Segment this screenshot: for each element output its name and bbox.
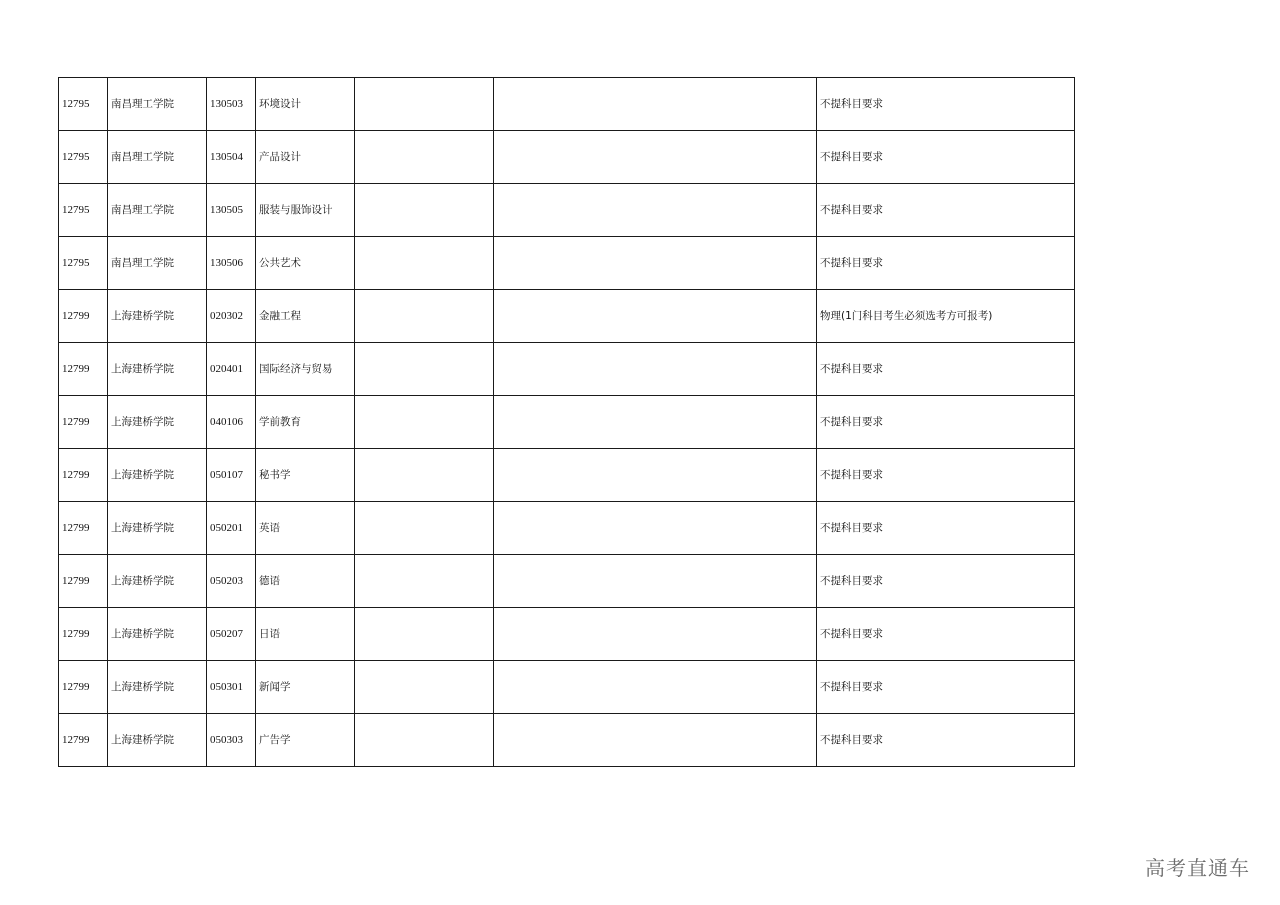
school-code-cell: 12799 (59, 449, 108, 502)
major-code-cell: 130505 (207, 184, 256, 237)
subject-requirement-cell: 不提科目要求 (817, 502, 1075, 555)
school-name-cell: 上海建桥学院 (108, 555, 207, 608)
table-row (59, 396, 1075, 449)
table-row (59, 184, 1075, 237)
school-code-cell: 12795 (59, 237, 108, 290)
school-code-cell: 12799 (59, 714, 108, 767)
empty-cell (355, 396, 494, 449)
empty-cell (494, 661, 817, 714)
empty-cell (355, 131, 494, 184)
empty-cell (355, 449, 494, 502)
subject-requirement-cell: 不提科目要求 (817, 608, 1075, 661)
empty-cell (494, 608, 817, 661)
major-code-cell: 020401 (207, 343, 256, 396)
major-code-cell: 130503 (207, 78, 256, 131)
school-name-cell: 上海建桥学院 (108, 449, 207, 502)
empty-cell (494, 449, 817, 502)
school-name-cell: 上海建桥学院 (108, 608, 207, 661)
major-name-cell: 广告学 (256, 714, 355, 767)
major-name-cell: 学前教育 (256, 396, 355, 449)
major-name-cell: 日语 (256, 608, 355, 661)
table-row (59, 661, 1075, 714)
school-code-cell: 12799 (59, 555, 108, 608)
school-code-cell: 12799 (59, 290, 108, 343)
school-code-cell: 12799 (59, 396, 108, 449)
school-name-cell: 南昌理工学院 (108, 131, 207, 184)
table-row (59, 502, 1075, 555)
major-code-cell: 020302 (207, 290, 256, 343)
table-row (59, 555, 1075, 608)
subject-requirement-cell: 物理(1门科目考生必须选考方可报考) (817, 290, 1075, 343)
major-name-cell: 国际经济与贸易 (256, 343, 355, 396)
empty-cell (494, 237, 817, 290)
major-code-cell: 130506 (207, 237, 256, 290)
school-name-cell: 上海建桥学院 (108, 661, 207, 714)
subject-requirement-cell: 不提科目要求 (817, 714, 1075, 767)
empty-cell (355, 78, 494, 131)
school-code-cell: 12799 (59, 608, 108, 661)
school-name-cell: 上海建桥学院 (108, 714, 207, 767)
empty-cell (355, 184, 494, 237)
major-name-cell: 产品设计 (256, 131, 355, 184)
empty-cell (494, 396, 817, 449)
school-code-cell: 12795 (59, 184, 108, 237)
table-row (59, 449, 1075, 502)
subject-requirement-cell: 不提科目要求 (817, 396, 1075, 449)
school-code-cell: 12795 (59, 78, 108, 131)
major-code-cell: 050303 (207, 714, 256, 767)
major-code-cell: 050207 (207, 608, 256, 661)
table-body (59, 78, 1075, 767)
major-code-cell: 050301 (207, 661, 256, 714)
major-name-cell: 英语 (256, 502, 355, 555)
empty-cell (494, 555, 817, 608)
subject-requirement-cell: 不提科目要求 (817, 237, 1075, 290)
empty-cell (494, 714, 817, 767)
watermark-text: 高考直通车 (1145, 856, 1250, 880)
major-name-cell: 秘书学 (256, 449, 355, 502)
major-name-cell: 金融工程 (256, 290, 355, 343)
empty-cell (355, 661, 494, 714)
school-name-cell: 南昌理工学院 (108, 237, 207, 290)
school-name-cell: 南昌理工学院 (108, 78, 207, 131)
empty-cell (494, 184, 817, 237)
major-name-cell: 公共艺术 (256, 237, 355, 290)
major-name-cell: 德语 (256, 555, 355, 608)
empty-cell (494, 78, 817, 131)
major-name-cell: 环境设计 (256, 78, 355, 131)
school-name-cell: 上海建桥学院 (108, 290, 207, 343)
table-row (59, 131, 1075, 184)
empty-cell (355, 502, 494, 555)
subject-requirement-cell: 不提科目要求 (817, 449, 1075, 502)
school-name-cell: 南昌理工学院 (108, 184, 207, 237)
major-code-cell: 130504 (207, 131, 256, 184)
empty-cell (494, 131, 817, 184)
major-code-cell: 040106 (207, 396, 256, 449)
subject-requirement-cell: 不提科目要求 (817, 184, 1075, 237)
table-row (59, 290, 1075, 343)
empty-cell (494, 502, 817, 555)
empty-cell (355, 608, 494, 661)
subject-requirement-cell: 不提科目要求 (817, 78, 1075, 131)
table-row (59, 343, 1075, 396)
school-name-cell: 上海建桥学院 (108, 396, 207, 449)
major-name-cell: 新闻学 (256, 661, 355, 714)
school-code-cell: 12799 (59, 661, 108, 714)
major-code-cell: 050201 (207, 502, 256, 555)
empty-cell (355, 237, 494, 290)
subject-requirement-cell: 不提科目要求 (817, 555, 1075, 608)
major-name-cell: 服装与服饰设计 (256, 184, 355, 237)
school-code-cell: 12799 (59, 343, 108, 396)
empty-cell (355, 555, 494, 608)
table-row (59, 78, 1075, 131)
empty-cell (494, 290, 817, 343)
major-code-cell: 050107 (207, 449, 256, 502)
school-code-cell: 12795 (59, 131, 108, 184)
subject-requirement-cell: 不提科目要求 (817, 131, 1075, 184)
subject-requirement-cell: 不提科目要求 (817, 661, 1075, 714)
table-row (59, 608, 1075, 661)
table-row (59, 714, 1075, 767)
table-row (59, 237, 1075, 290)
school-code-cell: 12799 (59, 502, 108, 555)
empty-cell (355, 290, 494, 343)
empty-cell (355, 343, 494, 396)
school-name-cell: 上海建桥学院 (108, 502, 207, 555)
school-name-cell: 上海建桥学院 (108, 343, 207, 396)
empty-cell (355, 714, 494, 767)
subject-requirement-cell: 不提科目要求 (817, 343, 1075, 396)
major-code-cell: 050203 (207, 555, 256, 608)
empty-cell (494, 343, 817, 396)
requirements-table (58, 77, 1075, 767)
